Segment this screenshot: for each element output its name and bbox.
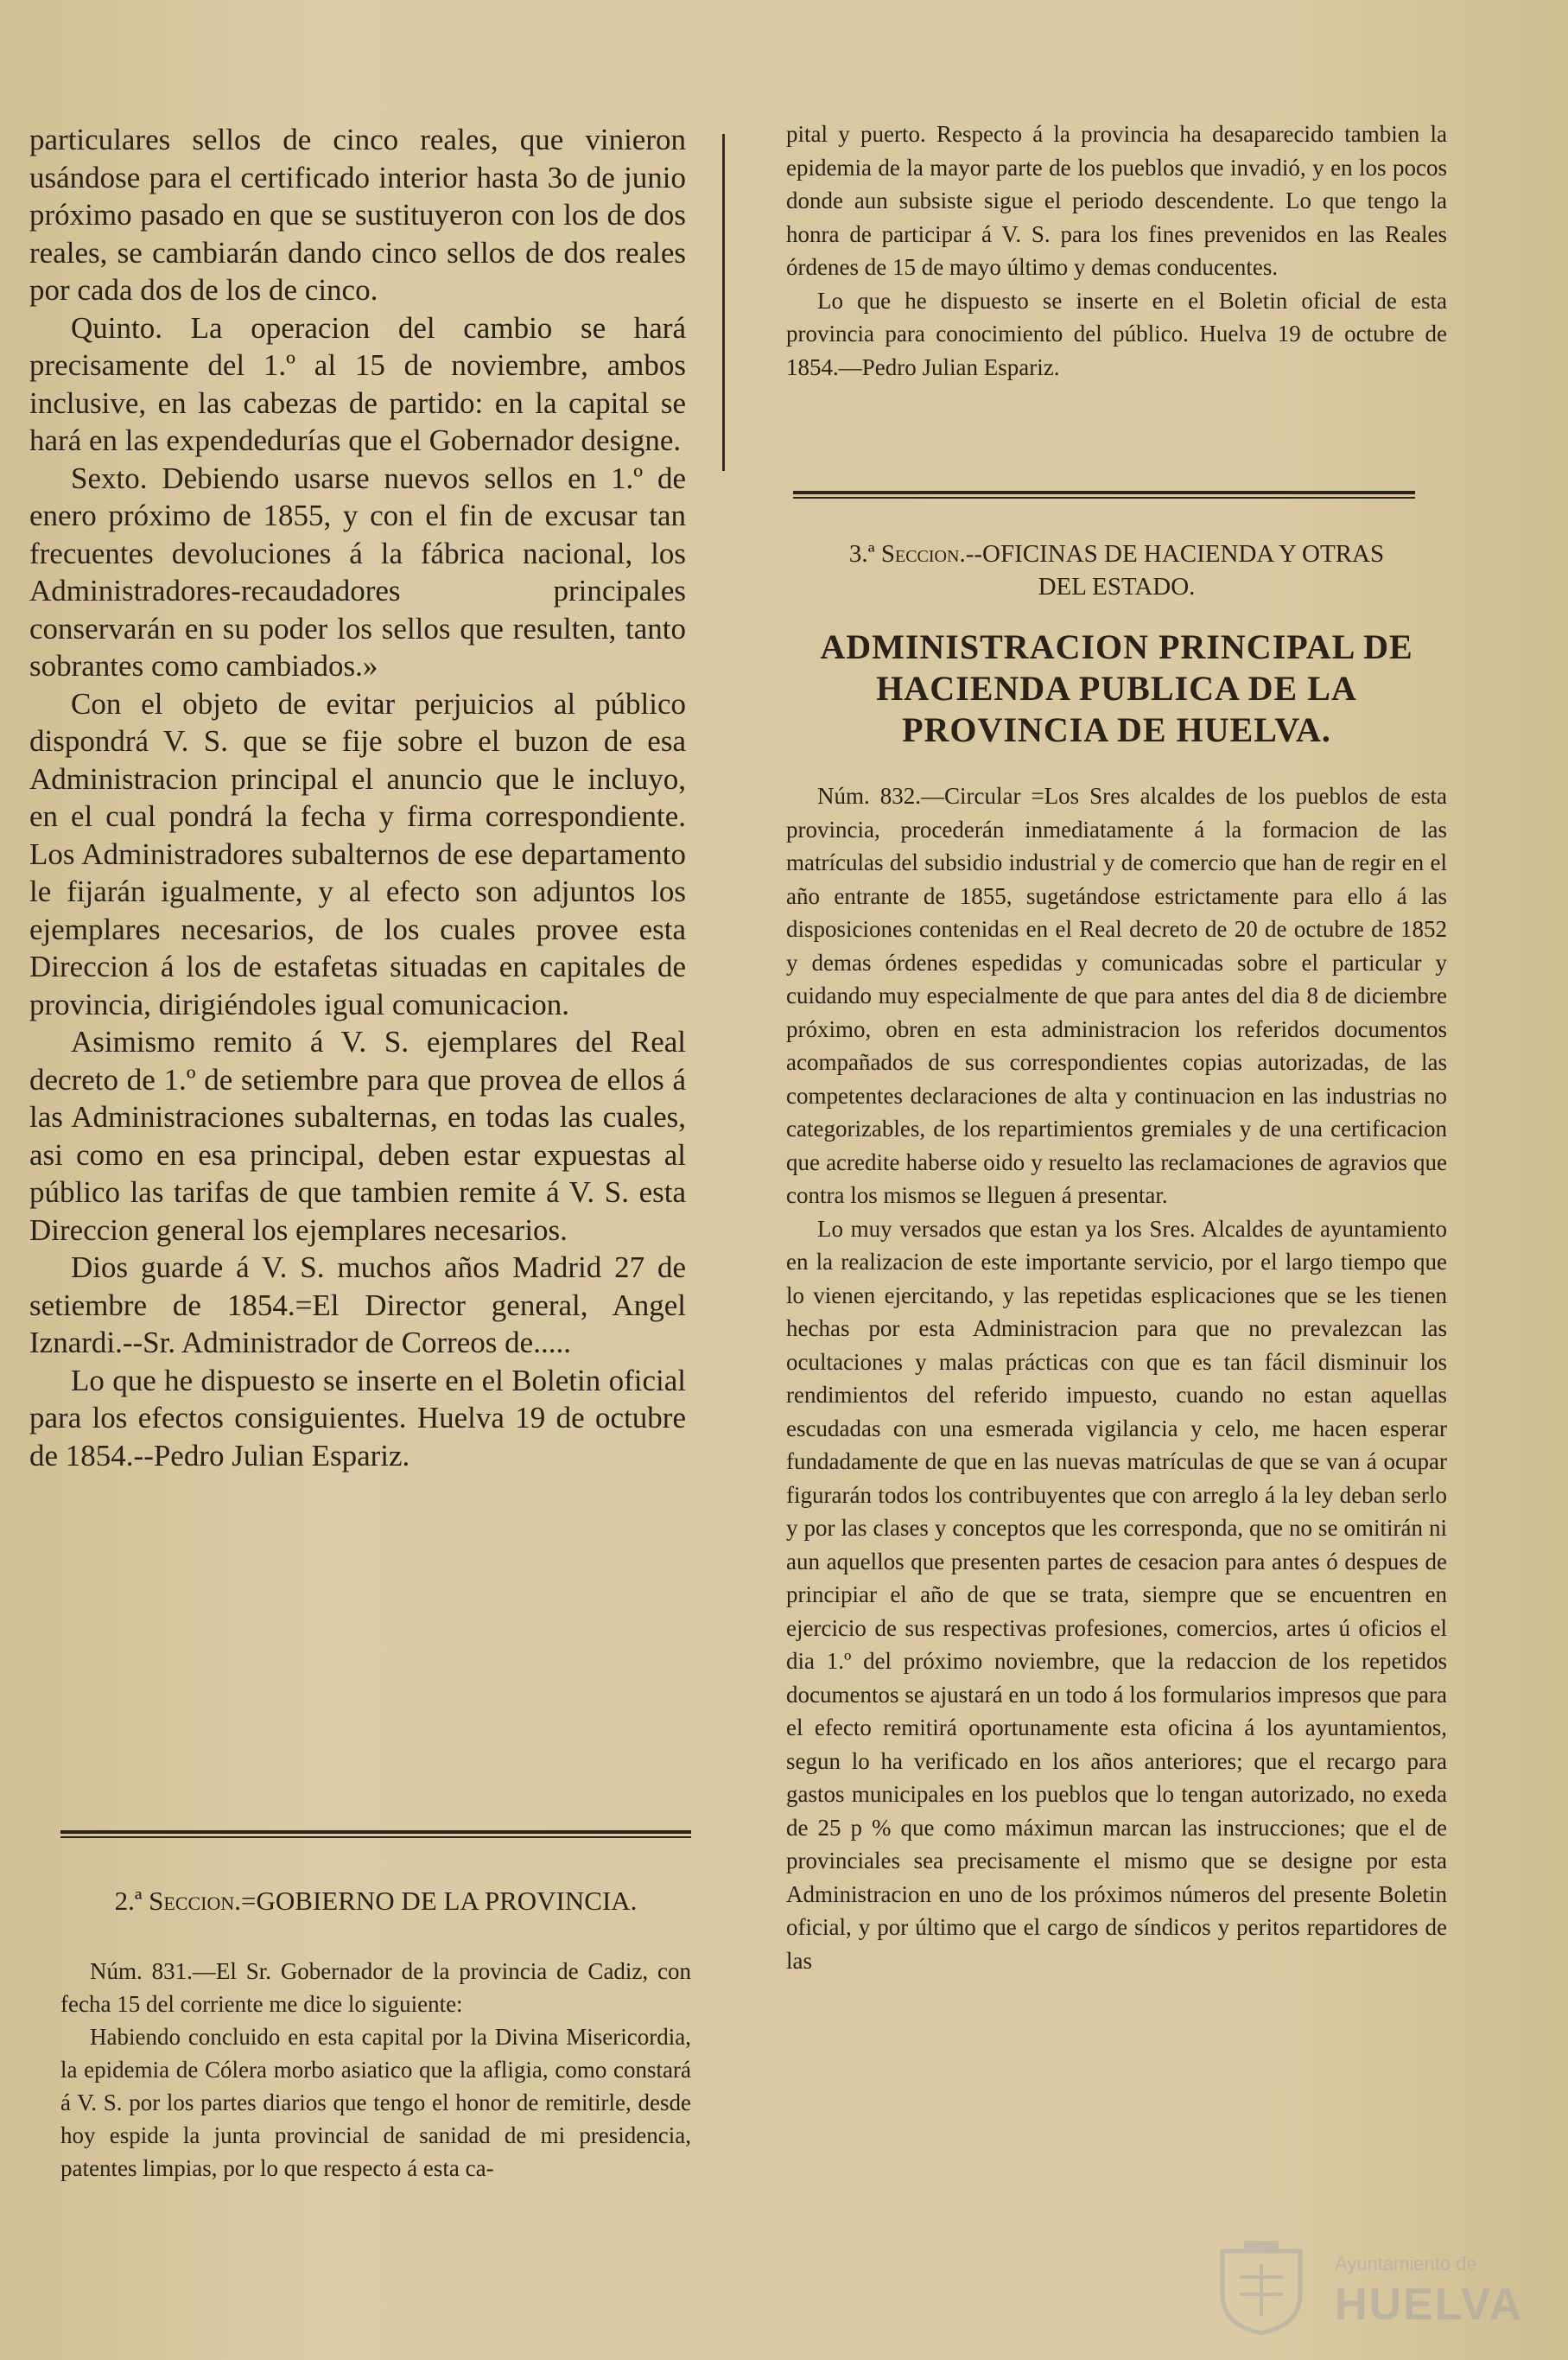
section-label: 2.ª Seccion.	[114, 1886, 242, 1916]
paragraph: Dios guarde á V. S. muchos años Madrid 27 de setiembre de 1854.=El Director general, Angel Iznardi.--Sr. Administrador de Correos de.....	[29, 1250, 686, 1359]
paragraph: particulares sellos de cinco reales, que vinieron usándose para el certificado interior hasta 3o de junio próximo pasado en que se sustituyeron con los de dos reales, se cambiarán dando cinco sellos de dos reales por cada dos de los de cinco.	[29, 123, 686, 307]
paragraph: pital y puerto. Respecto á la provincia ha desaparecido tambien la epidemia de la mayor parte de los pueblos que invadió, y en los pocos donde aun subsiste sigue el periodo descendente. Lo que tengo la honra de participar á V. S. para los fines prevenidos en las Reales órdenes de 15 de mayo último y demas conducentes.	[786, 121, 1447, 280]
paragraph: Lo que he dispuesto se inserte en el Boletin oficial para los efectos consiguientes. Huelva 19 de octubre de 1854.--Pedro Julian Espariz.	[29, 1363, 686, 1473]
section-rule	[60, 1830, 691, 1841]
right-column-body	[786, 779, 1447, 1977]
paragraph: Sexto. Debiendo usarse nuevos sellos en 1.º de enero próximo de 1855, y con el fin de excusar tan frecuentes devoluciones á la fábrica nacional, los Administradores-recaudadores principales conservarán en su poder los sellos que resulten, tanto sobrantes como cambiados.»	[29, 461, 686, 683]
paragraph: Con el objeto de evitar perjuicios al público dispondrá V. S. que se fije sobre el buzon de esa Administracion principal el anuncio que le incluyo, en el cual pondrá la fecha y firma correspondiente. Los Administradores subalternos de ese departamento le fijarán igualmente, y al efecto son adjuntos los ejemplares necesarios, de los cuales provee esta Direccion á los de estafetas situadas en capitales de provincia, dirigiéndoles igual comunicacion.	[29, 686, 686, 1021]
watermark-line2: HUELVA	[1335, 2280, 1524, 2330]
paragraph: Núm. 831.—El Sr. Gobernador de la provincia de Cadiz, con fecha 15 del corriente me dice lo siguiente:	[60, 1958, 691, 2017]
paragraph: Núm. 832.—Circular =Los Sres alcaldes de los pueblos de esta provincia, procederán inmediatamente á la formacion de las matrículas del subsidio industrial y de comercio que han de regir en el año entrante de 1855, sugetándose estrictamente para ello á las disposiciones contenidas en el Real decreto de 20 de octubre de 1852 y demas órdenes espedidas y comunicadas sobre el particular y cuidando muy especialmente de que para antes del dia 8 de diciembre próximo, obren en esta administracion los referidos documentos acompañados de sus correspondientes copias autorizadas, de las competentes declaraciones de alta y continuacion en las industrias no categorizables, de los repartimientos gremiales y de una certificacion que acredite haberse oido y resuelto las reclamaciones de agravios que contra los mismos se lleguen á presentar.	[786, 783, 1447, 1208]
paragraph: Quinto. La operacion del cambio se hará precisamente del 1.º al 15 de noviembre, ambos inclusive, en las cabezas de partido: en la capital se hará en las expendedurías que el Gobernador designe.	[29, 310, 686, 457]
section-title: --OFICINAS DE HACIENDA Y OTRAS	[965, 540, 1385, 568]
section-title: =GOBIERNO DE LA PROVINCIA.	[241, 1886, 638, 1916]
coat-of-arms-icon	[1205, 2234, 1317, 2338]
main-title: ADMINISTRACION PRINCIPAL DE HACIENDA PUBLICA DE LA PROVINCIA DE HUELVA.	[820, 627, 1413, 749]
paragraph: Lo muy versados que estan ya los Sres. Alcaldes de ayuntamiento en la realizacion de este importante servicio, por el largo tiempo que lo vienen ejercitando, y las repetidas esplicaciones que se les tienen hechas por esta Administracion para que no prevalezcan las ocultaciones y malas prácticas con que es tan fácil disminuir los rendimientos del referido impuesto, cuando no estan aquellas escudadas con una esmerada vigilancia y celo, me hacen esperar fundadamente de que en las nuevas matrículas de que se van á ocupar figurarán todos los contribuyentes que con arreglo á la ley deban serlo y por las clases y conceptos que les corresponda, que no se omitirán ni aun aquellos que presenten partes de cesacion para antes ó despues de principiar el año de que se trata, siempre que se encuentren en ejercicio de sus respectivas profesiones, comercios, artes ú oficios el dia 1.º del próximo noviembre, que la redaccion de los repetidos documentos se ajustará en un todo á los formularios impresos que para el efecto remitirá oportunamente esta oficina á los ayuntamientos, segun lo ha verificado en los años anteriores; que el recargo para gastos municipales en los pueblos que lo tengan autorizado, no exeda de 25 p % que como máximun marcan las instrucciones; que el de provinciales sea precisamente el mismo que se designe por esta Administracion en uno de los próximos números del presente Boletin oficial, y por último que el cargo de síndicos y peritos repartidores de las	[786, 1215, 1447, 1974]
section-label: 3.ª Seccion.	[848, 540, 966, 568]
left-section-body	[60, 1955, 691, 2185]
watermark	[1205, 2234, 1524, 2338]
column-divider	[722, 134, 725, 471]
paragraph: Asimismo remito á V. S. ejemplares del Real decreto de 1.º de setiembre para que provea de ellos á las Administraciones subalternas, en todas las cuales, asi como en esa principal, deben estar expuestas al público las tarifas de que tambien remite á V. S. esta Direccion general los ejemplares necesarios.	[29, 1025, 686, 1247]
paragraph: Lo que he dispuesto se inserte en el Boletin oficial de esta provincia para conocimiento del público. Huelva 19 de octubre de 1854.—Pedro Julian Espariz.	[786, 287, 1447, 380]
section-rule	[793, 491, 1415, 501]
section-title-line2: DEL ESTADO.	[1038, 573, 1196, 601]
watermark-line1: Ayuntamiento de	[1335, 2253, 1477, 2274]
paragraph: Habiendo concluido en esta capital por la Divina Misericordia, la epidemia de Cólera morbo asiatico que la afligia, como constará á V. S. por los partes diarios que tengo el honor de remitirle, desde hoy espide la junta provincial de sanidad de mi presidencia, patentes limpias, por lo que respecto á esta ca-	[60, 2024, 691, 2181]
section-heading-gobierno	[60, 1884, 691, 1918]
right-column-top	[786, 118, 1447, 384]
section-heading-hacienda	[786, 538, 1447, 603]
left-column	[29, 121, 686, 1474]
